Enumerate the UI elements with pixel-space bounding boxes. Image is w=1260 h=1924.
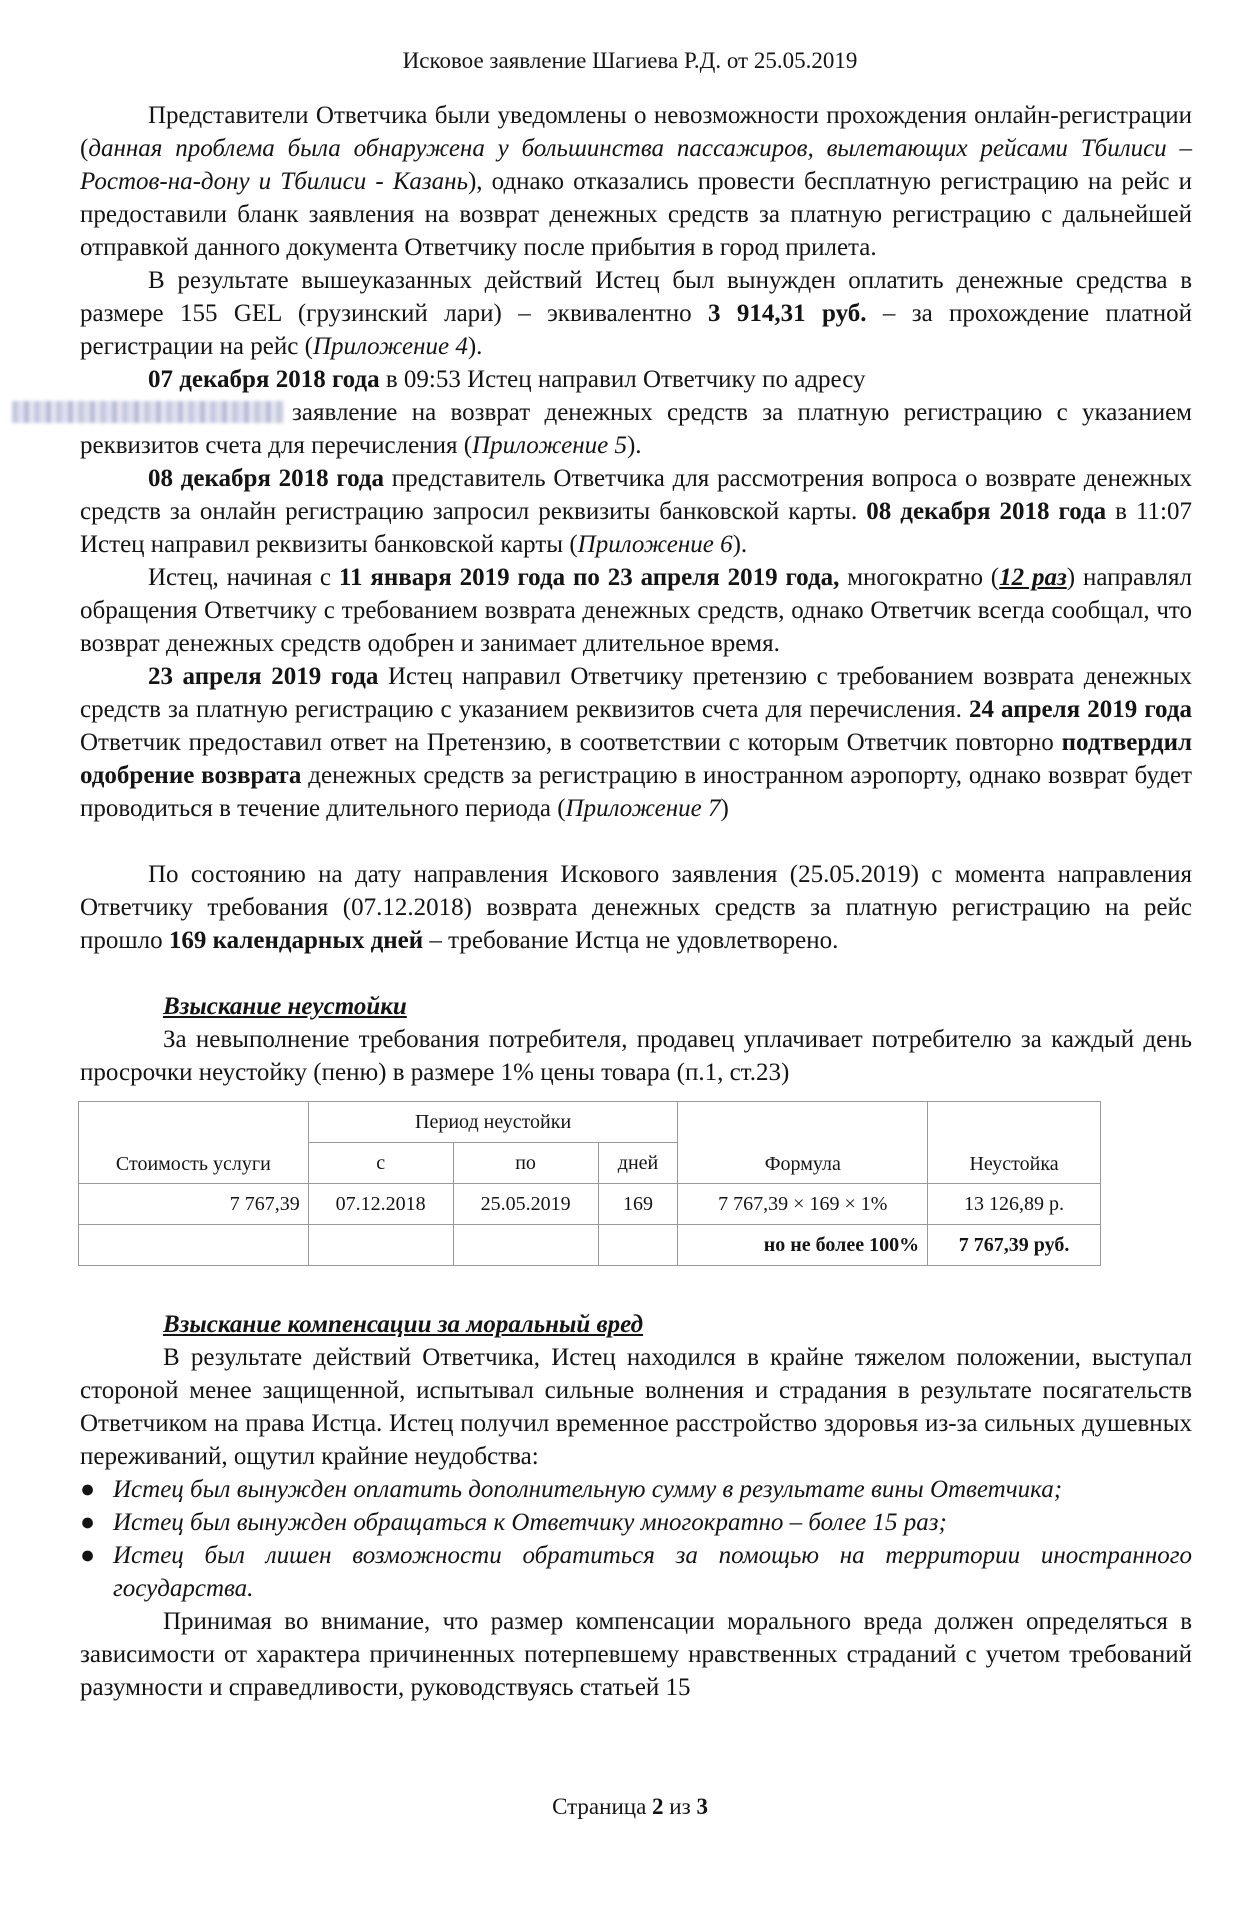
header-formula: Формула: [678, 1102, 928, 1184]
text: Представители Ответчика были уведомлены о невозможности прохождения онлайн-регистрации (: [80, 102, 1192, 162]
table-row: [79, 1184, 1101, 1225]
header-service-cost: Стоимость услуги: [79, 1102, 309, 1184]
text: Истец направил Ответчику претензию с требованием возврата денежных средств за платную регистрацию с указанием реквизитов счета для перечисления.: [80, 663, 1192, 723]
section-title-moral-damage: Взыскание компенсации за моральный вред: [163, 1311, 644, 1338]
bold-days: 169 календарных дней: [168, 927, 424, 954]
list-item: [80, 1539, 1192, 1605]
appendix-ref: Приложение 5: [472, 432, 627, 459]
paragraph-compensation: Принимая во внимание, что размер компенсации морального вреда должен определяться в зависимости от характера причиненных потерпевшему нравственных страданий с учетом требований разумности и справедливости, руководствуясь статьей 15: [80, 1608, 1192, 1701]
paragraph-dec07: [80, 363, 1192, 462]
header-period: Период неустойки: [308, 1102, 678, 1143]
paragraph-penalty: За невыполнение требования потребителя, продавец уплачивает потребителю за каждый день просрочки неустойку (пеню) в размере 1% цены товара (п.1, ст.23): [80, 1026, 1192, 1086]
cell-empty: [598, 1225, 678, 1266]
list-item-text: Истец был лишен возможности обратиться за помощью на территории иностранного государства.: [113, 1542, 1192, 1602]
text: многократно (: [839, 564, 1000, 591]
table-total-row: [79, 1225, 1101, 1266]
paragraph-online-registration: [80, 99, 1192, 264]
cell-limit-value: 7 767,39 руб.: [928, 1225, 1101, 1266]
bold-text: подтвердил одобрение возврата: [80, 729, 1192, 789]
bullet-icon: ●: [80, 1476, 96, 1503]
appendix-ref: Приложение 7: [565, 795, 721, 822]
cell-from: 07.12.2018: [308, 1184, 453, 1225]
cell-empty: [308, 1225, 453, 1266]
paragraph-moral-damage: В результате действий Ответчика, Истец находился в крайне тяжелом положении, выступал стороной менее защищенной, испытывал сильные волнения и страдания в результате посягательств Ответчиком на права Истца. Истец получил временное расстройство здоровья из-за сильных душевных переживаний, ощутил крайние неудобства:: [80, 1344, 1192, 1470]
text: ).: [732, 531, 748, 558]
header-from: с: [308, 1143, 453, 1184]
bold-amount: 3 914,31 руб.: [708, 300, 867, 327]
bold-date: 07 декабря 2018 года: [148, 366, 380, 393]
spacer: [80, 957, 1192, 990]
text: В результате вышеуказанных действий Истец был вынужден оплатить денежные средства в размере 155 GEL (грузинский лари) – эквивалентно: [80, 267, 1192, 327]
footer-text: из: [663, 1794, 697, 1819]
penalty-table: [78, 1101, 1101, 1266]
list-item-text: Истец был вынужден обращаться к Ответчику многократно – более 15 раз;: [113, 1509, 947, 1536]
cell-service-cost: 7 767,39: [79, 1184, 309, 1225]
paragraph-repeated-requests: [80, 561, 1192, 660]
footer-text: Страница: [552, 1794, 653, 1819]
count-emphasis: 12 раз: [999, 564, 1067, 591]
cell-formula: 7 767,39 × 169 × 1%: [678, 1184, 928, 1225]
cell-to: 25.05.2019: [453, 1184, 598, 1225]
section-title-penalty: Взыскание неустойки: [163, 993, 407, 1020]
appendix-ref: Приложение 4: [312, 333, 468, 360]
text: По состоянию на дату направления Искового заявления (25.05.2019) с момента направления Ответчику требования (07.12.2018) возврата денежных средств за платную регистрацию на рейс прошло: [80, 861, 1192, 954]
text: – за прохождение платной регистрации на рейс (: [80, 300, 1192, 360]
bold-date: 08 декабря 2018 года: [148, 465, 385, 492]
spacer: [80, 825, 1192, 858]
header-days: дней: [598, 1143, 678, 1184]
text: Истец, начиная с: [148, 564, 339, 591]
table-header-row: [79, 1102, 1101, 1143]
text: Ответчик предоставил ответ на Претензию, в соответствии с которым Ответчик повторно: [80, 729, 1062, 756]
header-to: по: [453, 1143, 598, 1184]
text: в 11:07 Истец направил реквизиты банковской карты (: [80, 498, 1193, 558]
text: заявление на возврат денежных средств за платную регистрацию с указанием реквизитов счета для перечисления (: [80, 399, 1192, 459]
text: представитель Ответчика для рассмотрения вопроса о возврате денежных средств за онлайн регистрацию запросил реквизиты банковской карты.: [80, 465, 1192, 525]
text: ) направлял обращения Ответчику с требованием возврата денежных средств, однако Ответчик всегда сообщал, что возврат денежных средств одобрен и занимает длительное время.: [80, 564, 1192, 657]
spacer: [80, 1266, 1192, 1308]
paragraph-dec08: [80, 462, 1192, 561]
paragraph-payment: [80, 264, 1192, 363]
cell-empty: [79, 1225, 309, 1266]
appendix-ref: Приложение 6: [577, 531, 733, 558]
text: – требование Истца не удовлетворено.: [423, 927, 839, 954]
italic-text: данная проблема была обнаружена у большинства пассажиров, вылетающих рейсами Тбилиси – Ростов-на-дону и Тбилиси - Казань: [80, 135, 1192, 195]
paragraph-claim: [80, 660, 1192, 825]
current-page-number: 2: [652, 1794, 664, 1819]
list-item: [80, 1506, 1192, 1539]
header-penalty: Неустойка: [928, 1102, 1101, 1184]
bullet-icon: ●: [80, 1542, 96, 1569]
cell-days: 169: [598, 1184, 678, 1225]
text: ).: [626, 432, 642, 459]
bold-period: 11 января 2019 года по 23 апреля 2019 года,: [338, 564, 840, 591]
page-footer: [0, 1790, 1260, 1823]
paragraph-days-count: [80, 858, 1192, 957]
bold-date: 23 апреля 2019 года: [148, 663, 379, 690]
total-pages-number: 3: [696, 1794, 708, 1819]
text: ): [720, 795, 729, 822]
text: ), однако отказались провести бесплатную регистрацию на рейс и предоставили бланк заявления на возврат денежных средств за платную регистрацию с дальнейшей отправкой данного документа Ответчику после прибытия в город прилета.: [80, 168, 1192, 261]
text: денежных средств за регистрацию в иностранном аэропорту, однако возврат будет проводиться в течение длительного периода (: [80, 762, 1192, 822]
cell-penalty: 13 126,89 р.: [928, 1184, 1101, 1225]
bold-date: 24 апреля 2019 года: [968, 696, 1192, 723]
bold-date: 08 декабря 2018 года: [866, 498, 1107, 525]
document-body: [80, 99, 1192, 1704]
cell-empty: [453, 1225, 598, 1266]
text: ).: [467, 333, 483, 360]
redacted-email: [12, 401, 284, 423]
bullet-icon: ●: [80, 1509, 96, 1536]
cell-limit-label: но не более 100%: [678, 1225, 928, 1266]
text: в 09:53 Истец направил Ответчику по адресу: [379, 366, 866, 393]
bullet-list: [80, 1473, 1192, 1605]
page-header: Исковое заявление Шагиева Р.Д. от 25.05.2019: [402, 48, 858, 73]
list-item-text: Истец был вынужден оплатить дополнительную сумму в результате вины Ответчика;: [113, 1476, 1063, 1503]
list-item: [80, 1473, 1192, 1506]
